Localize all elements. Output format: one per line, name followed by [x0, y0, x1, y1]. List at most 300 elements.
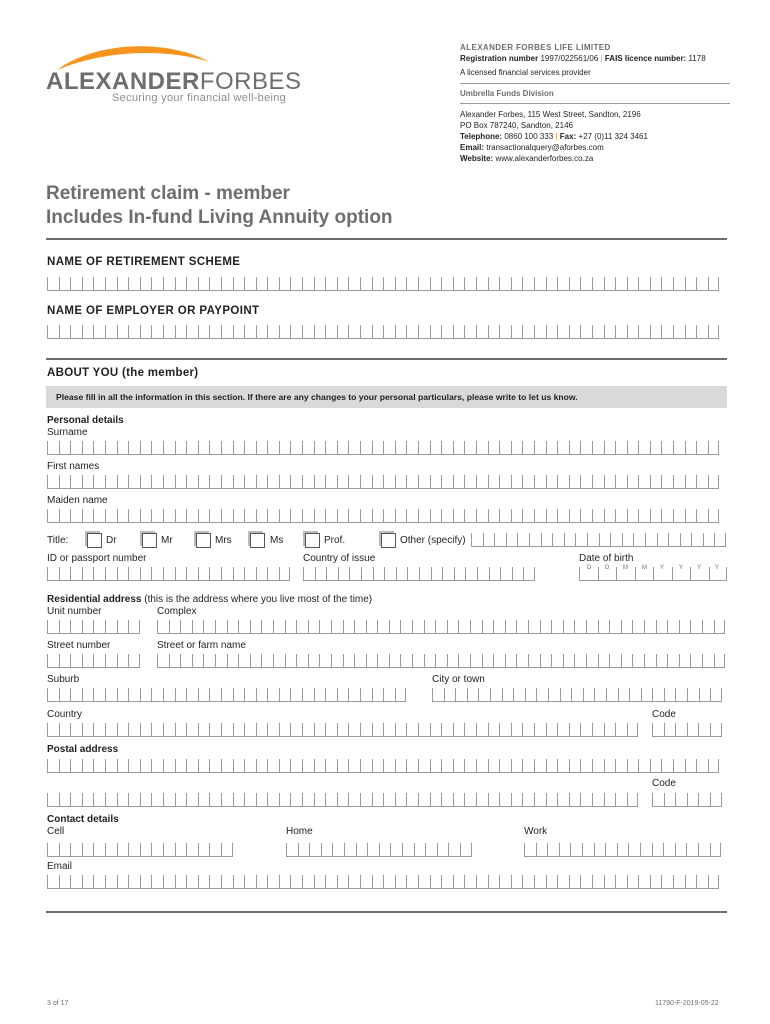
- character-box[interactable]: [633, 533, 645, 547]
- character-box[interactable]: [708, 475, 720, 489]
- character-box[interactable]: [286, 843, 298, 857]
- character-box[interactable]: [511, 723, 523, 737]
- character-box[interactable]: [47, 688, 59, 702]
- character-box[interactable]: [632, 620, 644, 634]
- character-box[interactable]: [367, 843, 379, 857]
- character-box[interactable]: [605, 843, 617, 857]
- character-box[interactable]: [198, 793, 210, 807]
- character-box[interactable]: [610, 533, 622, 547]
- character-box[interactable]: [708, 441, 720, 455]
- character-box[interactable]: [418, 759, 430, 773]
- character-box[interactable]: [314, 325, 326, 339]
- character-box[interactable]: [140, 793, 152, 807]
- character-box[interactable]: [615, 723, 627, 737]
- character-box[interactable]: [321, 843, 333, 857]
- character-box[interactable]: [348, 441, 360, 455]
- character-box[interactable]: [233, 875, 245, 889]
- character-box[interactable]: [609, 620, 621, 634]
- character-box[interactable]: [687, 723, 699, 737]
- character-box[interactable]: [430, 759, 442, 773]
- dob-field[interactable]: [579, 567, 727, 581]
- character-box[interactable]: [675, 688, 687, 702]
- character-box[interactable]: [569, 759, 581, 773]
- character-box[interactable]: [395, 475, 407, 489]
- character-box[interactable]: [453, 509, 465, 523]
- character-box[interactable]: [47, 441, 59, 455]
- character-box[interactable]: [221, 441, 233, 455]
- character-box[interactable]: [453, 441, 465, 455]
- character-box[interactable]: [505, 654, 517, 668]
- character-box[interactable]: [714, 654, 726, 668]
- character-box[interactable]: [331, 620, 343, 634]
- character-box[interactable]: [441, 277, 453, 291]
- character-box[interactable]: [690, 620, 702, 634]
- character-box[interactable]: [105, 620, 117, 634]
- character-box[interactable]: [557, 509, 569, 523]
- character-box[interactable]: [209, 843, 221, 857]
- character-box[interactable]: [93, 475, 105, 489]
- character-box[interactable]: [128, 441, 140, 455]
- character-box[interactable]: [93, 509, 105, 523]
- character-box[interactable]: [372, 509, 384, 523]
- character-box[interactable]: [444, 688, 456, 702]
- character-box[interactable]: [395, 793, 407, 807]
- character-box[interactable]: [337, 759, 349, 773]
- character-box[interactable]: [569, 277, 581, 291]
- character-box[interactable]: [569, 509, 581, 523]
- character-box[interactable]: [580, 475, 592, 489]
- character-box[interactable]: [664, 793, 676, 807]
- character-box[interactable]: [59, 875, 71, 889]
- character-box[interactable]: [524, 843, 536, 857]
- character-box[interactable]: [140, 509, 152, 523]
- character-box[interactable]: [412, 654, 424, 668]
- character-box[interactable]: [627, 277, 639, 291]
- character-box[interactable]: [442, 567, 454, 581]
- character-box[interactable]: [47, 509, 59, 523]
- character-box[interactable]: [592, 793, 604, 807]
- character-box[interactable]: [221, 688, 233, 702]
- character-box[interactable]: [302, 277, 314, 291]
- character-box[interactable]: [464, 759, 476, 773]
- character-box[interactable]: [267, 723, 279, 737]
- character-box[interactable]: [186, 723, 198, 737]
- character-box[interactable]: [708, 759, 720, 773]
- character-box[interactable]: [348, 325, 360, 339]
- character-box[interactable]: [632, 654, 644, 668]
- character-box[interactable]: [652, 688, 664, 702]
- character-box[interactable]: [703, 533, 715, 547]
- character-box[interactable]: [360, 723, 372, 737]
- character-box[interactable]: [627, 441, 639, 455]
- character-box[interactable]: [163, 793, 175, 807]
- character-box[interactable]: [476, 475, 488, 489]
- character-box[interactable]: [557, 441, 569, 455]
- character-box[interactable]: [356, 843, 368, 857]
- character-box[interactable]: [244, 723, 256, 737]
- character-box[interactable]: [536, 688, 548, 702]
- character-box[interactable]: [117, 688, 129, 702]
- character-box[interactable]: [140, 325, 152, 339]
- character-box[interactable]: [529, 533, 541, 547]
- character-box[interactable]: [383, 759, 395, 773]
- character-box[interactable]: [186, 325, 198, 339]
- character-box[interactable]: [70, 277, 82, 291]
- character-box[interactable]: [627, 759, 639, 773]
- character-box[interactable]: [424, 654, 436, 668]
- title-other-field[interactable]: [471, 533, 726, 547]
- character-box[interactable]: [511, 441, 523, 455]
- character-box[interactable]: [541, 533, 553, 547]
- character-box[interactable]: [163, 567, 175, 581]
- character-box[interactable]: [534, 325, 546, 339]
- character-box[interactable]: [691, 533, 703, 547]
- character-box[interactable]: [441, 325, 453, 339]
- character-box[interactable]: [47, 567, 59, 581]
- character-box[interactable]: [279, 759, 291, 773]
- character-box[interactable]: [534, 723, 546, 737]
- character-box[interactable]: [534, 441, 546, 455]
- character-box[interactable]: [59, 793, 71, 807]
- character-box[interactable]: [256, 567, 268, 581]
- character-box[interactable]: [70, 325, 82, 339]
- character-box[interactable]: [512, 567, 524, 581]
- character-box[interactable]: [82, 759, 94, 773]
- character-box[interactable]: [580, 793, 592, 807]
- character-box[interactable]: [186, 759, 198, 773]
- cell-field[interactable]: [47, 843, 233, 857]
- character-box[interactable]: [244, 325, 256, 339]
- character-box[interactable]: [59, 688, 71, 702]
- character-box[interactable]: [267, 277, 279, 291]
- character-box[interactable]: [82, 688, 94, 702]
- character-box[interactable]: [128, 277, 140, 291]
- character-box[interactable]: [209, 793, 221, 807]
- character-box[interactable]: [546, 723, 558, 737]
- character-box[interactable]: [574, 620, 586, 634]
- character-box[interactable]: [708, 509, 720, 523]
- character-box[interactable]: [606, 688, 618, 702]
- character-box[interactable]: [151, 793, 163, 807]
- character-box[interactable]: [511, 475, 523, 489]
- character-box[interactable]: [377, 620, 389, 634]
- character-box[interactable]: [117, 509, 129, 523]
- character-box[interactable]: [448, 843, 460, 857]
- character-box[interactable]: [699, 688, 711, 702]
- character-box[interactable]: [604, 509, 616, 523]
- character-box[interactable]: [710, 843, 722, 857]
- character-box[interactable]: [383, 688, 395, 702]
- character-box[interactable]: [261, 620, 273, 634]
- character-box[interactable]: [638, 475, 650, 489]
- character-box[interactable]: [117, 441, 129, 455]
- character-box[interactable]: [696, 277, 708, 291]
- character-box[interactable]: [505, 620, 517, 634]
- character-box[interactable]: [432, 688, 444, 702]
- character-box[interactable]: [256, 277, 268, 291]
- character-box[interactable]: [82, 441, 94, 455]
- character-box[interactable]: [105, 723, 117, 737]
- character-box[interactable]: [406, 475, 418, 489]
- character-box[interactable]: [502, 688, 514, 702]
- character-box[interactable]: [151, 567, 163, 581]
- character-box[interactable]: [325, 875, 337, 889]
- character-box[interactable]: [372, 441, 384, 455]
- character-box[interactable]: [418, 723, 430, 737]
- character-box[interactable]: [233, 759, 245, 773]
- character-box[interactable]: [644, 620, 656, 634]
- character-box[interactable]: [570, 843, 582, 857]
- character-box[interactable]: [534, 475, 546, 489]
- character-box[interactable]: [117, 723, 129, 737]
- character-box[interactable]: [221, 723, 233, 737]
- character-box[interactable]: [592, 759, 604, 773]
- character-box[interactable]: [70, 654, 82, 668]
- character-box[interactable]: [337, 441, 349, 455]
- character-box[interactable]: [702, 620, 714, 634]
- character-box[interactable]: [516, 654, 528, 668]
- character-box[interactable]: [574, 654, 586, 668]
- character-box[interactable]: [551, 654, 563, 668]
- character-box[interactable]: [290, 759, 302, 773]
- character-box[interactable]: [128, 793, 140, 807]
- character-box[interactable]: [499, 875, 511, 889]
- character-box[interactable]: [528, 620, 540, 634]
- character-box[interactable]: [267, 567, 279, 581]
- character-box[interactable]: [493, 654, 505, 668]
- character-box[interactable]: [105, 325, 117, 339]
- character-box[interactable]: [467, 688, 479, 702]
- character-box[interactable]: [488, 441, 500, 455]
- character-box[interactable]: [686, 843, 698, 857]
- character-box[interactable]: [279, 441, 291, 455]
- character-box[interactable]: [233, 475, 245, 489]
- character-box[interactable]: [267, 509, 279, 523]
- country-of-issue-field[interactable]: [303, 567, 535, 581]
- character-box[interactable]: [360, 759, 372, 773]
- character-box[interactable]: [627, 875, 639, 889]
- character-box[interactable]: [673, 475, 685, 489]
- character-box[interactable]: [198, 875, 210, 889]
- character-box[interactable]: [267, 325, 279, 339]
- character-box[interactable]: [337, 509, 349, 523]
- character-box[interactable]: [372, 475, 384, 489]
- character-box[interactable]: [221, 475, 233, 489]
- character-box[interactable]: [604, 875, 616, 889]
- character-box[interactable]: [372, 325, 384, 339]
- character-box[interactable]: [360, 793, 372, 807]
- character-box[interactable]: [256, 441, 268, 455]
- character-box[interactable]: [673, 325, 685, 339]
- character-box[interactable]: [656, 620, 668, 634]
- character-box[interactable]: [402, 843, 414, 857]
- character-box[interactable]: [337, 688, 349, 702]
- character-box[interactable]: [337, 875, 349, 889]
- email-field[interactable]: [47, 875, 719, 889]
- character-box[interactable]: [563, 620, 575, 634]
- character-box[interactable]: [534, 875, 546, 889]
- character-box[interactable]: [447, 620, 459, 634]
- character-box[interactable]: [47, 875, 59, 889]
- character-box[interactable]: [215, 654, 227, 668]
- character-box[interactable]: [273, 620, 285, 634]
- character-box[interactable]: [140, 567, 152, 581]
- character-box[interactable]: [117, 875, 129, 889]
- character-box[interactable]: [175, 277, 187, 291]
- character-box[interactable]: [702, 654, 714, 668]
- character-box[interactable]: [163, 509, 175, 523]
- character-box[interactable]: [169, 654, 181, 668]
- character-box[interactable]: [638, 875, 650, 889]
- character-box[interactable]: [638, 441, 650, 455]
- character-box[interactable]: [499, 277, 511, 291]
- character-box[interactable]: [406, 793, 418, 807]
- character-box[interactable]: [331, 654, 343, 668]
- character-box[interactable]: [47, 620, 59, 634]
- character-box[interactable]: [661, 875, 673, 889]
- home-field[interactable]: [286, 843, 472, 857]
- character-box[interactable]: [140, 843, 152, 857]
- character-box[interactable]: [47, 759, 59, 773]
- character-box[interactable]: [395, 723, 407, 737]
- character-box[interactable]: [604, 441, 616, 455]
- character-box[interactable]: [522, 723, 534, 737]
- character-box[interactable]: [465, 567, 477, 581]
- character-box[interactable]: [511, 759, 523, 773]
- character-box[interactable]: [59, 277, 71, 291]
- character-box[interactable]: [615, 441, 627, 455]
- character-box[interactable]: [59, 567, 71, 581]
- character-box[interactable]: [366, 654, 378, 668]
- work-field[interactable]: [524, 843, 721, 857]
- character-box[interactable]: [604, 793, 616, 807]
- character-box[interactable]: [59, 475, 71, 489]
- character-box[interactable]: [557, 759, 569, 773]
- character-box[interactable]: [663, 843, 675, 857]
- character-box[interactable]: [499, 325, 511, 339]
- character-box[interactable]: [93, 567, 105, 581]
- character-box[interactable]: [453, 875, 465, 889]
- character-box[interactable]: [569, 475, 581, 489]
- character-box[interactable]: [540, 654, 552, 668]
- character-box[interactable]: [175, 875, 187, 889]
- character-box[interactable]: [395, 759, 407, 773]
- surname-field[interactable]: [47, 441, 719, 455]
- character-box[interactable]: [163, 325, 175, 339]
- character-box[interactable]: [302, 875, 314, 889]
- character-box[interactable]: [140, 875, 152, 889]
- character-box[interactable]: [209, 875, 221, 889]
- character-box[interactable]: [627, 325, 639, 339]
- character-box[interactable]: [192, 620, 204, 634]
- character-box[interactable]: [698, 793, 710, 807]
- character-box[interactable]: [372, 277, 384, 291]
- character-box[interactable]: [256, 325, 268, 339]
- character-box[interactable]: [186, 688, 198, 702]
- character-box[interactable]: [70, 475, 82, 489]
- character-box[interactable]: [128, 509, 140, 523]
- character-box[interactable]: [418, 441, 430, 455]
- character-box[interactable]: [348, 759, 360, 773]
- character-box[interactable]: [540, 620, 552, 634]
- character-box[interactable]: [638, 325, 650, 339]
- character-box[interactable]: [70, 759, 82, 773]
- character-box[interactable]: [175, 441, 187, 455]
- character-box[interactable]: [685, 475, 697, 489]
- character-box[interactable]: [296, 620, 308, 634]
- character-box[interactable]: [557, 723, 569, 737]
- character-box[interactable]: [437, 843, 449, 857]
- character-box[interactable]: [151, 723, 163, 737]
- character-box[interactable]: [361, 567, 373, 581]
- character-box[interactable]: [599, 533, 611, 547]
- character-box[interactable]: [290, 688, 302, 702]
- character-box[interactable]: [337, 277, 349, 291]
- character-box[interactable]: [59, 759, 71, 773]
- character-box[interactable]: [430, 441, 442, 455]
- character-box[interactable]: [471, 533, 483, 547]
- character-box[interactable]: [470, 620, 482, 634]
- character-box[interactable]: [105, 567, 117, 581]
- character-box[interactable]: [494, 533, 506, 547]
- character-box[interactable]: [482, 620, 494, 634]
- character-box[interactable]: [180, 620, 192, 634]
- character-box[interactable]: [499, 793, 511, 807]
- character-box[interactable]: [349, 567, 361, 581]
- character-box[interactable]: [302, 793, 314, 807]
- character-box[interactable]: [430, 509, 442, 523]
- character-box[interactable]: [615, 509, 627, 523]
- character-box[interactable]: [464, 509, 476, 523]
- character-box[interactable]: [696, 759, 708, 773]
- character-box[interactable]: [430, 277, 442, 291]
- character-box[interactable]: [661, 509, 673, 523]
- character-box[interactable]: [640, 843, 652, 857]
- character-box[interactable]: [198, 843, 210, 857]
- character-box[interactable]: [105, 688, 117, 702]
- character-box[interactable]: [685, 509, 697, 523]
- character-box[interactable]: [47, 723, 59, 737]
- character-box[interactable]: [163, 723, 175, 737]
- character-box[interactable]: [664, 688, 676, 702]
- character-box[interactable]: [383, 875, 395, 889]
- character-box[interactable]: [198, 759, 210, 773]
- character-box[interactable]: [175, 843, 187, 857]
- character-box[interactable]: [511, 509, 523, 523]
- character-box[interactable]: [302, 475, 314, 489]
- character-box[interactable]: [583, 688, 595, 702]
- character-box[interactable]: [586, 620, 598, 634]
- character-box[interactable]: [652, 793, 664, 807]
- character-box[interactable]: [710, 793, 722, 807]
- character-box[interactable]: [186, 567, 198, 581]
- character-box[interactable]: [372, 793, 384, 807]
- character-box[interactable]: [499, 723, 511, 737]
- character-box[interactable]: [256, 688, 268, 702]
- character-box[interactable]: [70, 620, 82, 634]
- character-box[interactable]: [406, 509, 418, 523]
- character-box[interactable]: [290, 875, 302, 889]
- character-box[interactable]: [325, 325, 337, 339]
- character-box[interactable]: [679, 654, 691, 668]
- character-box[interactable]: [546, 277, 558, 291]
- character-box[interactable]: [580, 509, 592, 523]
- character-box[interactable]: [592, 475, 604, 489]
- character-box[interactable]: [59, 325, 71, 339]
- character-box[interactable]: [431, 567, 443, 581]
- character-box[interactable]: [458, 620, 470, 634]
- title-other-checkbox[interactable]: [381, 533, 396, 548]
